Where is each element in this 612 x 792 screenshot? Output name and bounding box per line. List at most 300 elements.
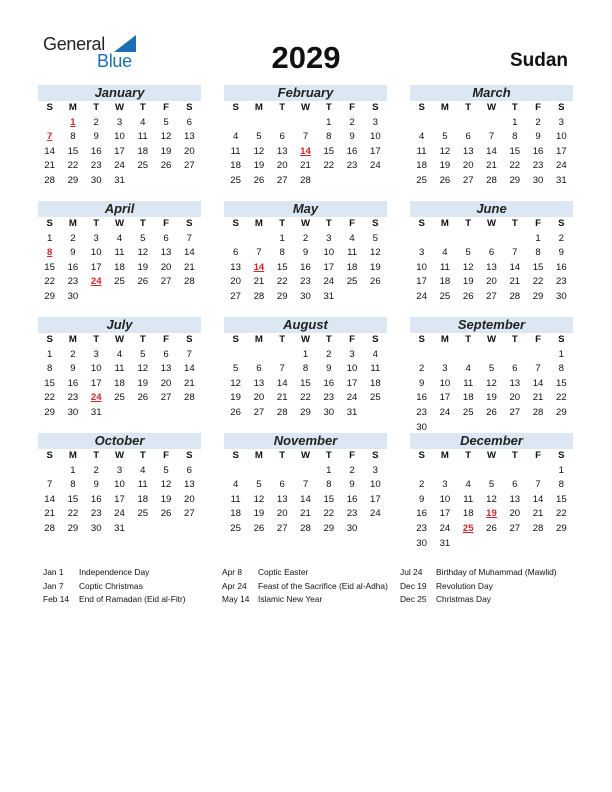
day-cell: 1 bbox=[302, 348, 309, 360]
day-cell: 11 bbox=[230, 145, 241, 157]
empty-cell bbox=[480, 464, 503, 479]
day-cell: 14 bbox=[44, 493, 55, 505]
day-cell: 17 bbox=[416, 276, 427, 288]
weekday-header: S bbox=[46, 450, 53, 461]
day-cell: 26 bbox=[160, 508, 172, 520]
day-cell: 8 bbox=[302, 363, 309, 375]
day-cell: 6 bbox=[279, 131, 285, 143]
day-cell: 6 bbox=[465, 131, 471, 143]
day-cell: 24 bbox=[346, 392, 358, 404]
day-cell: 11 bbox=[347, 247, 358, 259]
day-cell: 7 bbox=[279, 363, 285, 375]
weekday-header: M bbox=[254, 102, 263, 113]
day-cell: 10 bbox=[114, 131, 125, 143]
day-cell: 27 bbox=[509, 406, 521, 418]
day-cell: 3 bbox=[442, 363, 448, 375]
day-cell: 6 bbox=[186, 464, 193, 476]
day-cell: 15 bbox=[300, 377, 311, 389]
month-title: November bbox=[224, 433, 387, 449]
day-cell: 27 bbox=[276, 522, 288, 534]
day-cell: 23 bbox=[67, 276, 79, 288]
weekday-header: T bbox=[279, 102, 286, 113]
weekday-header: T bbox=[93, 450, 100, 461]
day-cell: 9 bbox=[349, 131, 355, 143]
day-cell: 27 bbox=[230, 290, 241, 302]
day-cell: 16 bbox=[67, 261, 79, 273]
weekday-header: T bbox=[465, 450, 472, 461]
day-cell: 1 bbox=[326, 464, 332, 476]
holiday-entry bbox=[400, 566, 557, 580]
month-may bbox=[224, 201, 387, 305]
day-cell: 16 bbox=[416, 392, 427, 404]
weekday-header: M bbox=[440, 102, 449, 113]
empty-cell bbox=[224, 116, 247, 131]
day-cell: 31 bbox=[346, 406, 358, 418]
day-cell: 7 bbox=[535, 479, 541, 491]
day-cell: 19 bbox=[462, 276, 474, 288]
day-cell: 11 bbox=[439, 261, 450, 273]
holiday-date: Jan 7 bbox=[43, 580, 64, 591]
weekday-header: F bbox=[163, 218, 169, 229]
month-title: June bbox=[410, 201, 573, 217]
holiday-date: Apr 24 bbox=[222, 580, 247, 591]
holiday-entry bbox=[43, 593, 186, 607]
day-grid bbox=[224, 217, 387, 305]
holiday-entry bbox=[222, 593, 388, 607]
holiday-date: Jul 24 bbox=[400, 567, 423, 577]
day-cell: 6 bbox=[232, 247, 239, 259]
day-cell: 10 bbox=[114, 479, 125, 491]
day-cell: 7 bbox=[46, 479, 53, 491]
day-cell: 16 bbox=[556, 261, 567, 273]
weekday-header: F bbox=[163, 334, 169, 345]
day-cell: 25 bbox=[230, 174, 241, 186]
day-cell: 14 bbox=[486, 145, 497, 157]
day-cell: 12 bbox=[486, 377, 497, 389]
day-cell: 16 bbox=[90, 145, 102, 157]
day-grid bbox=[224, 449, 387, 537]
day-cell: 26 bbox=[253, 522, 265, 534]
day-cell: 28 bbox=[184, 276, 195, 288]
empty-cell bbox=[457, 116, 480, 131]
day-cell: 26 bbox=[230, 406, 241, 418]
weekday-header: S bbox=[418, 450, 425, 461]
day-cell: 18 bbox=[230, 160, 241, 172]
day-cell: 25 bbox=[114, 276, 125, 288]
day-cell: 12 bbox=[462, 261, 474, 273]
day-cell: 27 bbox=[184, 508, 195, 520]
day-cell: 1 bbox=[326, 116, 332, 128]
empty-cell bbox=[457, 348, 480, 363]
day-cell: 14 bbox=[532, 493, 544, 505]
day-grid bbox=[38, 217, 201, 305]
day-cell: 26 bbox=[462, 290, 474, 302]
day-cell: 10 bbox=[323, 247, 335, 259]
weekday-header: M bbox=[68, 218, 77, 229]
day-cell: 5 bbox=[488, 363, 495, 375]
day-cell: 20 bbox=[160, 261, 172, 273]
weekday-header: F bbox=[349, 450, 355, 461]
empty-cell bbox=[410, 464, 433, 479]
day-cell: 20 bbox=[160, 377, 172, 389]
day-cell: 10 bbox=[90, 363, 102, 375]
day-cell: 20 bbox=[276, 508, 288, 520]
holiday-name: Birthday of Muhammad (Mawlid) bbox=[436, 567, 557, 577]
holiday-name: Coptic Easter bbox=[258, 567, 309, 577]
weekday-header: S bbox=[186, 218, 193, 229]
day-cell: 19 bbox=[160, 145, 172, 157]
day-cell: 11 bbox=[463, 377, 474, 389]
holiday-date: Dec 19 bbox=[400, 580, 427, 591]
day-cell: 21 bbox=[184, 261, 195, 273]
weekday-header: T bbox=[325, 334, 332, 345]
day-cell: 8 bbox=[558, 363, 565, 375]
weekday-header: S bbox=[558, 102, 565, 113]
month-january bbox=[38, 85, 201, 189]
empty-cell bbox=[271, 464, 294, 479]
day-cell: 13 bbox=[160, 247, 172, 259]
day-cell: 3 bbox=[558, 116, 565, 128]
weekday-header: T bbox=[139, 334, 146, 345]
day-cell: 5 bbox=[140, 348, 146, 360]
weekday-header: S bbox=[372, 450, 379, 461]
day-cell: 16 bbox=[346, 145, 358, 157]
weekday-header: S bbox=[418, 218, 425, 229]
day-cell: 17 bbox=[114, 145, 125, 157]
day-cell: 23 bbox=[67, 392, 79, 404]
day-cell: 18 bbox=[230, 508, 241, 520]
day-cell: 23 bbox=[90, 160, 102, 172]
day-cell: 17 bbox=[370, 145, 381, 157]
day-cell: 25 bbox=[346, 276, 358, 288]
day-cell: 20 bbox=[184, 145, 195, 157]
day-cell: 18 bbox=[114, 377, 125, 389]
day-cell: 16 bbox=[300, 261, 311, 273]
holiday-date: Jan 1 bbox=[43, 567, 64, 577]
holiday-date: Dec 25 bbox=[400, 594, 427, 604]
day-cell: 25 bbox=[416, 174, 427, 186]
day-cell: 22 bbox=[323, 508, 335, 520]
weekday-header: S bbox=[232, 218, 239, 229]
day-cell: 29 bbox=[67, 522, 79, 534]
day-cell: 23 bbox=[300, 276, 311, 288]
day-cell: 14 bbox=[44, 145, 55, 157]
day-cell: 28 bbox=[276, 406, 288, 418]
day-cell: 29 bbox=[556, 522, 567, 534]
day-cell: 2 bbox=[302, 232, 309, 244]
day-cell: 28 bbox=[300, 522, 311, 534]
day-cell: 5 bbox=[488, 479, 495, 491]
day-cell: 12 bbox=[137, 247, 149, 259]
weekday-header: S bbox=[232, 102, 239, 113]
weekday-header: S bbox=[558, 334, 565, 345]
day-cell: 25 bbox=[462, 406, 474, 418]
day-cell: 30 bbox=[416, 537, 427, 549]
day-cell: 27 bbox=[253, 406, 265, 418]
day-cell: 21 bbox=[532, 392, 544, 404]
day-grid bbox=[410, 101, 573, 189]
day-cell: 8 bbox=[326, 131, 332, 143]
weekday-header: F bbox=[535, 334, 541, 345]
day-cell: 7 bbox=[535, 363, 541, 375]
day-cell: 29 bbox=[44, 290, 55, 302]
weekday-header: M bbox=[68, 102, 77, 113]
holiday-column bbox=[400, 566, 557, 607]
day-cell: 4 bbox=[140, 464, 146, 476]
day-cell: 23 bbox=[416, 406, 427, 418]
weekday-header: M bbox=[68, 450, 77, 461]
day-cell: 14 bbox=[532, 377, 544, 389]
day-cell: 1 bbox=[535, 232, 541, 244]
holiday-name: Independence Day bbox=[79, 567, 150, 577]
day-cell: 7 bbox=[302, 479, 309, 491]
day-cell: 4 bbox=[349, 232, 355, 244]
day-cell: 20 bbox=[462, 160, 474, 172]
day-cell: 15 bbox=[44, 261, 55, 273]
day-cell: 8 bbox=[70, 131, 76, 143]
weekday-header: T bbox=[325, 450, 332, 461]
empty-cell bbox=[410, 116, 433, 131]
empty-cell bbox=[247, 116, 270, 131]
month-title: August bbox=[224, 317, 387, 333]
day-cell: 21 bbox=[44, 160, 55, 172]
day-cell: 10 bbox=[439, 377, 451, 389]
empty-cell bbox=[294, 116, 317, 131]
day-cell: 30 bbox=[67, 290, 79, 302]
day-cell: 4 bbox=[116, 348, 123, 360]
day-cell: 2 bbox=[349, 464, 355, 476]
weekday-header: M bbox=[254, 450, 263, 461]
day-cell: 8 bbox=[46, 363, 53, 375]
day-cell: 2 bbox=[326, 348, 332, 360]
day-cell: 14 bbox=[184, 363, 195, 375]
weekday-header: S bbox=[46, 102, 53, 113]
holiday-entry bbox=[222, 566, 388, 580]
day-cell: 5 bbox=[442, 131, 448, 143]
month-april bbox=[38, 201, 201, 305]
day-cell: 11 bbox=[416, 145, 427, 157]
day-cell: 7 bbox=[512, 247, 518, 259]
weekday-header: T bbox=[325, 218, 332, 229]
empty-cell bbox=[38, 116, 61, 131]
day-cell: 20 bbox=[509, 508, 521, 520]
day-cell: 18 bbox=[137, 145, 149, 157]
weekday-header: S bbox=[372, 102, 379, 113]
weekday-header: W bbox=[114, 218, 125, 229]
day-cell: 23 bbox=[323, 392, 335, 404]
day-cell: 16 bbox=[323, 377, 335, 389]
day-cell: 18 bbox=[416, 160, 427, 172]
day-cell: 3 bbox=[372, 116, 379, 128]
day-cell: 9 bbox=[70, 247, 76, 259]
empty-cell bbox=[480, 232, 503, 247]
weekday-header: F bbox=[349, 334, 355, 345]
day-cell: 9 bbox=[302, 247, 309, 259]
month-title: December bbox=[410, 433, 573, 449]
day-cell: 13 bbox=[486, 261, 497, 273]
day-cell: 7 bbox=[488, 131, 495, 143]
day-cell: 28 bbox=[532, 406, 544, 418]
month-title: May bbox=[224, 201, 387, 217]
holiday-day: 14 bbox=[253, 261, 265, 273]
weekday-header: T bbox=[511, 102, 518, 113]
day-cell: 20 bbox=[230, 276, 241, 288]
day-cell: 17 bbox=[90, 377, 102, 389]
empty-cell bbox=[224, 464, 247, 479]
holiday-date: Feb 14 bbox=[43, 594, 70, 604]
day-cell: 1 bbox=[558, 348, 565, 360]
day-cell: 19 bbox=[160, 493, 172, 505]
day-cell: 1 bbox=[70, 464, 76, 476]
day-cell: 29 bbox=[532, 290, 544, 302]
day-cell: 21 bbox=[486, 160, 497, 172]
month-title: July bbox=[38, 317, 201, 333]
day-cell: 15 bbox=[509, 145, 521, 157]
day-cell: 18 bbox=[346, 261, 358, 273]
weekday-header: M bbox=[68, 334, 77, 345]
day-cell: 8 bbox=[512, 131, 518, 143]
day-cell: 22 bbox=[67, 160, 79, 172]
day-cell: 22 bbox=[509, 160, 521, 172]
day-cell: 2 bbox=[70, 348, 76, 360]
day-cell: 23 bbox=[416, 522, 427, 534]
day-cell: 27 bbox=[276, 174, 288, 186]
day-cell: 13 bbox=[509, 377, 521, 389]
day-cell: 15 bbox=[556, 493, 567, 505]
day-cell: 6 bbox=[256, 363, 262, 375]
day-cell: 12 bbox=[439, 145, 451, 157]
month-title: March bbox=[410, 85, 573, 101]
weekday-header: T bbox=[279, 450, 286, 461]
day-cell: 29 bbox=[323, 522, 335, 534]
day-cell: 26 bbox=[253, 174, 265, 186]
month-december bbox=[410, 433, 573, 551]
day-cell: 5 bbox=[140, 232, 146, 244]
month-june bbox=[410, 201, 573, 305]
day-cell: 3 bbox=[116, 116, 123, 128]
day-cell: 13 bbox=[184, 131, 195, 143]
weekday-header: T bbox=[93, 218, 100, 229]
day-cell: 9 bbox=[349, 479, 355, 491]
day-cell: 10 bbox=[416, 261, 427, 273]
day-cell: 3 bbox=[116, 464, 123, 476]
weekday-header: S bbox=[558, 450, 565, 461]
day-cell: 24 bbox=[556, 160, 567, 172]
day-cell: 1 bbox=[46, 232, 53, 244]
holiday-entry bbox=[400, 580, 557, 594]
day-cell: 16 bbox=[67, 377, 79, 389]
day-cell: 10 bbox=[90, 247, 102, 259]
day-cell: 20 bbox=[509, 392, 521, 404]
weekday-header: W bbox=[114, 334, 125, 345]
day-cell: 23 bbox=[346, 160, 358, 172]
weekday-header: W bbox=[486, 334, 497, 345]
weekday-header: M bbox=[440, 218, 449, 229]
weekday-header: S bbox=[372, 334, 379, 345]
day-cell: 22 bbox=[556, 392, 567, 404]
day-cell: 2 bbox=[349, 116, 355, 128]
day-cell: 30 bbox=[67, 406, 79, 418]
day-cell: 22 bbox=[556, 508, 567, 520]
empty-cell bbox=[503, 348, 526, 363]
empty-cell bbox=[433, 348, 456, 363]
empty-cell bbox=[247, 348, 270, 363]
day-cell: 27 bbox=[160, 392, 172, 404]
day-cell: 13 bbox=[184, 479, 195, 491]
day-cell: 2 bbox=[418, 363, 425, 375]
day-grid bbox=[38, 449, 201, 537]
month-title: February bbox=[224, 85, 387, 101]
weekday-header: S bbox=[418, 102, 425, 113]
empty-cell bbox=[294, 464, 317, 479]
day-cell: 26 bbox=[486, 522, 497, 534]
day-cell: 28 bbox=[184, 392, 195, 404]
day-cell: 4 bbox=[372, 348, 379, 360]
day-cell: 13 bbox=[160, 363, 172, 375]
day-cell: 16 bbox=[346, 493, 358, 505]
day-cell: 28 bbox=[44, 174, 55, 186]
day-cell: 25 bbox=[114, 392, 125, 404]
holiday-column bbox=[222, 566, 388, 607]
empty-cell bbox=[410, 232, 433, 247]
day-cell: 29 bbox=[300, 406, 311, 418]
day-cell: 9 bbox=[418, 377, 425, 389]
empty-cell bbox=[247, 464, 270, 479]
day-cell: 21 bbox=[532, 508, 544, 520]
weekday-header: T bbox=[93, 102, 100, 113]
holiday-name: Feast of the Sacrifice (Eid al-Adha) bbox=[258, 580, 388, 591]
day-cell: 9 bbox=[535, 131, 541, 143]
empty-cell bbox=[433, 464, 456, 479]
weekday-header: W bbox=[486, 450, 497, 461]
month-title: October bbox=[38, 433, 201, 449]
day-cell: 9 bbox=[418, 493, 425, 505]
day-cell: 19 bbox=[439, 160, 451, 172]
day-cell: 23 bbox=[556, 276, 567, 288]
day-cell: 12 bbox=[253, 493, 265, 505]
day-cell: 30 bbox=[90, 174, 102, 186]
day-cell: 9 bbox=[70, 363, 76, 375]
day-cell: 3 bbox=[442, 479, 448, 491]
weekday-header: F bbox=[163, 450, 169, 461]
day-cell: 1 bbox=[512, 116, 518, 128]
empty-cell bbox=[480, 348, 503, 363]
day-cell: 22 bbox=[532, 276, 544, 288]
day-cell: 24 bbox=[370, 160, 381, 172]
day-cell: 31 bbox=[439, 537, 451, 549]
holiday-entry bbox=[222, 580, 388, 594]
day-cell: 31 bbox=[556, 174, 567, 186]
day-cell: 29 bbox=[44, 406, 55, 418]
day-cell: 29 bbox=[67, 174, 79, 186]
day-cell: 24 bbox=[439, 406, 451, 418]
weekday-header: W bbox=[114, 102, 125, 113]
month-title: January bbox=[38, 85, 201, 101]
day-cell: 15 bbox=[323, 145, 335, 157]
day-cell: 24 bbox=[114, 160, 125, 172]
holiday-day: 24 bbox=[90, 392, 102, 404]
day-cell: 11 bbox=[137, 479, 148, 491]
holiday-name: Christmas Day bbox=[436, 594, 491, 604]
month-title: September bbox=[410, 317, 573, 333]
day-cell: 11 bbox=[114, 247, 125, 259]
day-cell: 27 bbox=[509, 522, 521, 534]
day-cell: 6 bbox=[186, 116, 193, 128]
day-cell: 17 bbox=[370, 493, 381, 505]
day-cell: 21 bbox=[300, 508, 311, 520]
day-cell: 12 bbox=[370, 247, 381, 259]
day-cell: 6 bbox=[279, 479, 285, 491]
